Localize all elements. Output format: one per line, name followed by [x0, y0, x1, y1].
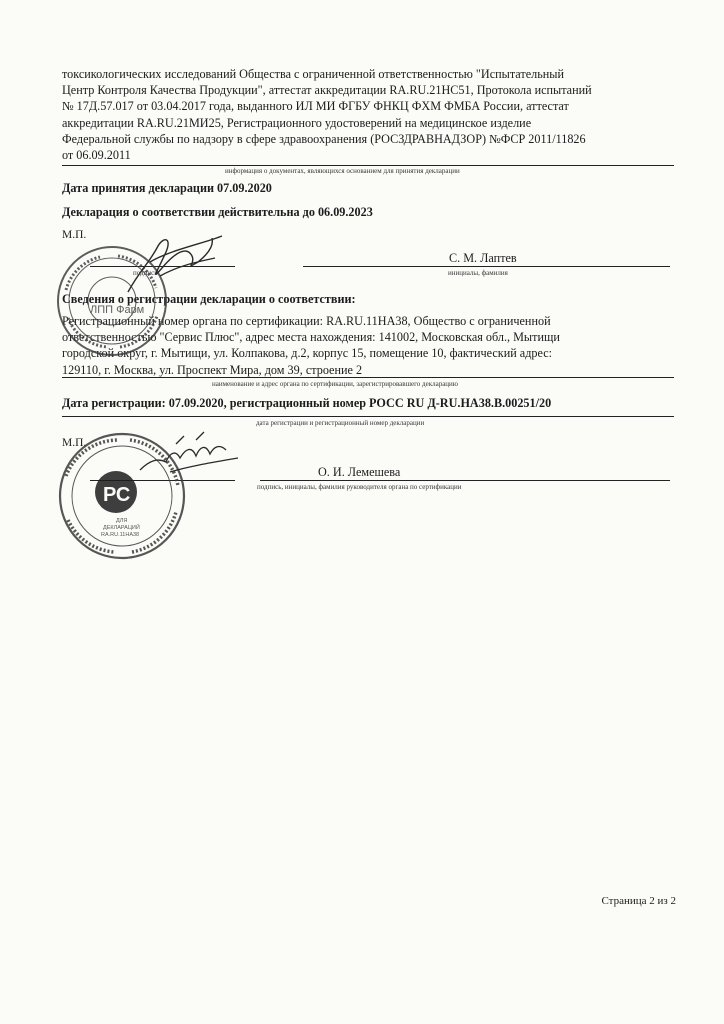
company-stamp-text: ЛПП Фарм — [90, 304, 145, 316]
intro-line: от 06.09.2011 — [62, 148, 131, 163]
caption-body: наименование и адрес органа по сертификации, зарегистрировавшего декларацию — [212, 380, 459, 388]
caption-initials: инициалы, фамилия — [448, 269, 508, 277]
caption-signature: подпись — [133, 269, 158, 277]
registration-line: городской округ, г. Мытищи, ул. Колпакова, д.2, корпус 15, помещение 10, фактический адрес: — [62, 346, 552, 361]
page-number: Страница 2 из 2 — [601, 895, 676, 907]
registration-date: Дата регистрации: 07.09.2020, регистрационный номер РОСС RU Д-RU.НА38.В.00251/20 — [62, 396, 552, 410]
caption-reg: дата регистрации и регистрационный номер декларации — [256, 419, 425, 427]
intro-line: Федеральной службы по надзору в сфере здравоохранения (РОСЗДРАВНАДЗОР) №ФСР 2011/11826 — [62, 131, 586, 146]
stamp-text-3: RA.RU.11НА38 — [101, 532, 140, 538]
certification-stamp — [60, 434, 184, 558]
acceptance-date: Дата принятия декларации 07.09.2020 — [62, 181, 272, 195]
intro-line: Центр Контроля Качества Продукции", аттестат аккредитации RA.RU.21НС51, Протокола испытаний — [62, 83, 592, 98]
registration-heading: Сведения о регистрации декларации о соответствии: — [62, 292, 356, 306]
stamp-text-2: ДЕКЛАРАЦИЙ — [103, 525, 140, 531]
caption-head: подпись, инициалы, фамилия руководителя органа по сертификации — [257, 483, 462, 491]
signer-name: С. М. Лаптев — [449, 251, 517, 265]
signature-laptev — [128, 236, 222, 292]
mp-label-2: М.П. — [62, 437, 87, 449]
intro-line: токсикологических исследований Общества с ограниченной ответственностью "Испытательный — [62, 67, 565, 81]
mp-label-1: М.П. — [62, 229, 87, 241]
stamp-text-1: ДЛЯ — [116, 518, 128, 524]
validity-date: Декларация о соответствии действительна до 06.09.2023 — [62, 205, 373, 219]
intro-line: аккредитации RA.RU.21МИ25, Регистрационного удостоверений на медицинское изделие — [62, 115, 532, 130]
registration-line: Регистрационный номер органа по сертификации: RA.RU.11НА38, Общество с ограниченной — [62, 314, 551, 328]
caption-documents: информация о документах, являющихся основанием для принятия декларации — [225, 167, 460, 175]
registration-line: ответственностью "Сервис Плюс", адрес места нахождения: 141002, Московская обл., Мытищи — [62, 330, 560, 345]
registration-line: 129110, г. Москва, ул. Проспект Мира, дом 39, строение 2 — [62, 362, 363, 377]
intro-line: № 17Д.57.017 от 03.04.2017 года, выданного ИЛ МИ ФГБУ ФНКЦ ФХМ ФМБА России, аттестат — [62, 99, 569, 114]
rs-logo-text: РС — [103, 484, 131, 506]
company-stamp — [58, 247, 166, 355]
signature-lemesheva — [140, 432, 238, 472]
head-name: О. И. Лемешева — [318, 465, 401, 479]
